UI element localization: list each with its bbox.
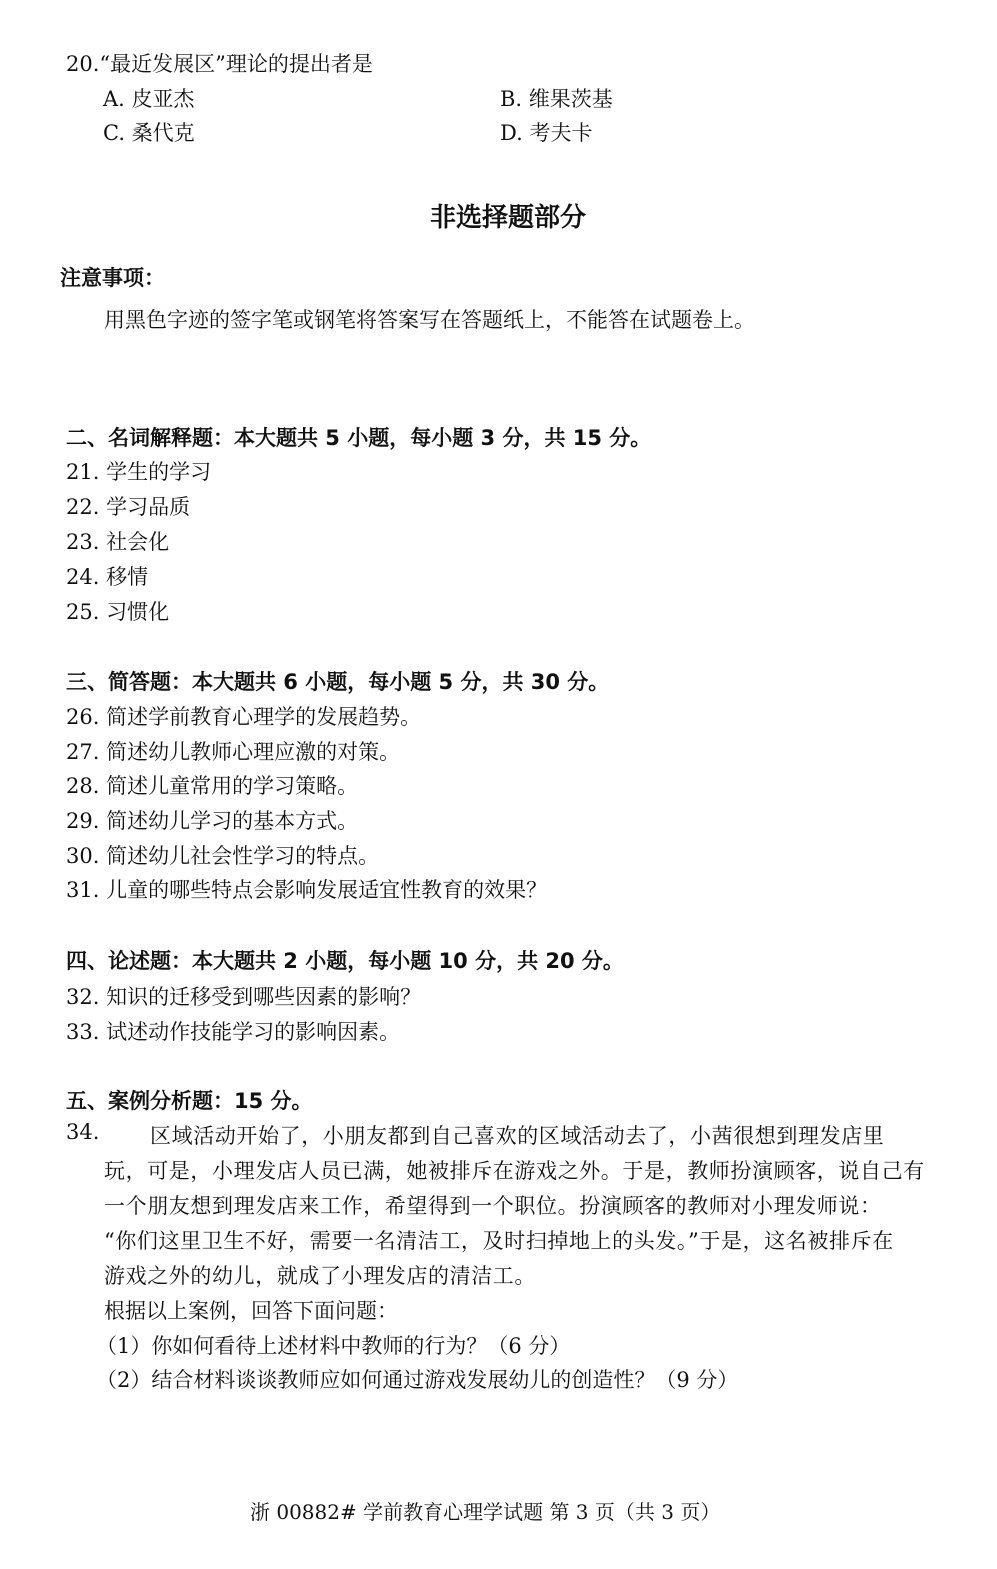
case-text-line: 游戏之外的幼儿，就成了小理发店的清洁工。 bbox=[104, 1264, 536, 1288]
section-4-heading: 四、论述题：本大题共 2 小题，每小题 10 分，共 20 分。 bbox=[66, 949, 624, 973]
list-item: 23. 社会化 bbox=[66, 530, 170, 554]
case-question-2: （2）结合材料谈谈教师应如何通过游戏发展幼儿的创造性？（9 分） bbox=[96, 1368, 739, 1392]
option-c: C. 桑代克 bbox=[103, 121, 195, 145]
option-a: A. 皮亚杰 bbox=[103, 87, 195, 111]
list-item: 24. 移情 bbox=[66, 565, 149, 589]
list-item: 22. 学习品质 bbox=[66, 495, 191, 519]
case-text-line: 玩，可是，小理发店人员已满，她被排斥在游戏之外。于是，教师扮演顾客，说自己有 bbox=[104, 1159, 925, 1183]
case-text-line: 一个朋友想到理发店来工作，希望得到一个职位。扮演顾客的教师对小理发师说： bbox=[104, 1194, 882, 1218]
case-text-line: 区域活动开始了，小朋友都到自己喜欢的区域活动去了，小茜很想到理发店里 bbox=[150, 1124, 885, 1148]
list-item: 32. 知识的迁移受到哪些因素的影响？ bbox=[66, 985, 422, 1009]
list-item: 27. 简述幼儿教师心理应激的对策。 bbox=[66, 740, 401, 764]
list-item: 33. 试述动作技能学习的影响因素。 bbox=[66, 1020, 401, 1044]
section-2-heading: 二、名词解释题：本大题共 5 小题，每小题 3 分，共 15 分。 bbox=[66, 426, 652, 450]
notice-label: 注意事项： bbox=[60, 266, 165, 290]
option-d: D. 考夫卡 bbox=[500, 121, 593, 145]
section-3-heading: 三、简答题：本大题共 6 小题，每小题 5 分，共 30 分。 bbox=[66, 670, 610, 694]
part-title: 非选择题部分 bbox=[430, 203, 587, 233]
case-question-1: （1）你如何看待上述材料中教师的行为？（6 分） bbox=[96, 1334, 571, 1358]
list-item: 28. 简述儿童常用的学习策略。 bbox=[66, 774, 359, 798]
page-footer: 浙 00882# 学前教育心理学试题 第 3 页（共 3 页） bbox=[250, 1500, 721, 1524]
list-item: 31. 儿童的哪些特点会影响发展适宜性教育的效果？ bbox=[66, 878, 548, 902]
notice-text: 用黑色字迹的签字笔或钢笔将答案写在答题纸上，不能答在试题卷上。 bbox=[104, 308, 755, 332]
list-item: 29. 简述幼儿学习的基本方式。 bbox=[66, 809, 359, 833]
option-b: B. 维果茨基 bbox=[500, 87, 613, 111]
question-20-stem: 20.“最近发展区”理论的提出者是 bbox=[66, 52, 373, 76]
case-number: 34. bbox=[66, 1120, 100, 1144]
list-item: 21. 学生的学习 bbox=[66, 460, 212, 484]
list-item: 30. 简述幼儿社会性学习的特点。 bbox=[66, 844, 380, 868]
list-item: 25. 习惯化 bbox=[66, 600, 170, 624]
case-prompt: 根据以上案例，回答下面问题： bbox=[104, 1299, 398, 1323]
list-item: 26. 简述学前教育心理学的发展趋势。 bbox=[66, 705, 422, 729]
section-5-heading: 五、案例分析题：15 分。 bbox=[66, 1089, 313, 1113]
case-text-line: “你们这里卫生不好，需要一名清洁工，及时扫掉地上的头发。”于是，这名被排斥在 bbox=[104, 1229, 894, 1253]
